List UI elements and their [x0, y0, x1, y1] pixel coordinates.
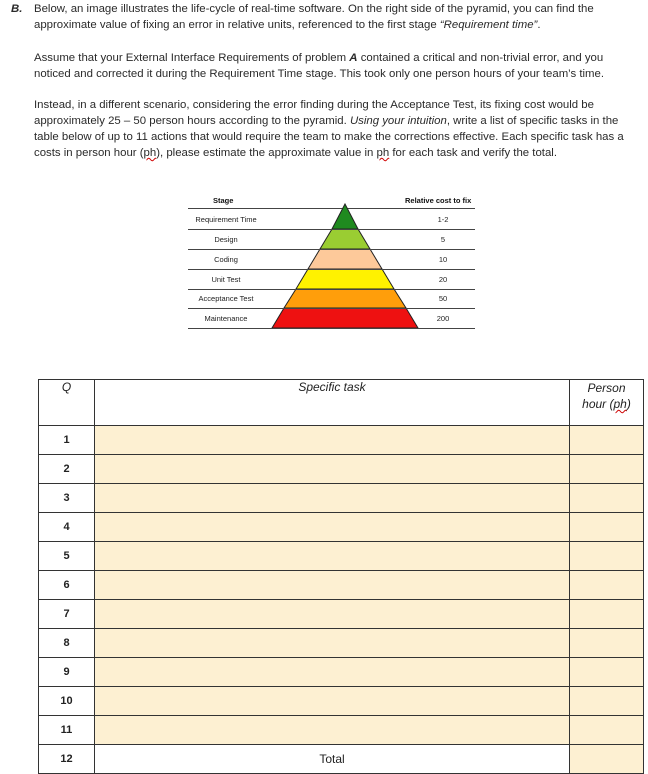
- row-number: 11: [39, 716, 95, 745]
- pyramid-tier-maintenance: [272, 308, 418, 328]
- total-label: Total: [95, 745, 570, 774]
- person-hour-input-cell[interactable]: [570, 687, 644, 716]
- row-number: 2: [39, 455, 95, 484]
- table-row: [39, 716, 644, 745]
- table-row: [39, 658, 644, 687]
- person-hour-input-cell[interactable]: [570, 542, 644, 571]
- total-row: [39, 745, 644, 774]
- person-hour-input-cell[interactable]: [570, 426, 644, 455]
- person-hour-input-cell[interactable]: [570, 600, 644, 629]
- row-number: 8: [39, 629, 95, 658]
- row-rule: [188, 229, 475, 230]
- cost-value: 1-2: [437, 215, 449, 224]
- row-number: 4: [39, 513, 95, 542]
- person-hour-line2a: hour (: [582, 397, 614, 411]
- task-input-cell[interactable]: [95, 542, 570, 571]
- task-column-header: Specific task: [95, 380, 570, 426]
- person-hour-input-cell[interactable]: [570, 716, 644, 745]
- person-hour-abbr: ph: [613, 397, 627, 411]
- table-row: [39, 571, 644, 600]
- person-hour-input-cell[interactable]: [570, 484, 644, 513]
- ph-abbreviation: ph: [376, 147, 390, 159]
- row-rule: [188, 328, 475, 329]
- row-number: 10: [39, 687, 95, 716]
- table-row: [39, 426, 644, 455]
- assumption-text-end: contained a critical and non-trivial error, and you noticed and corrected it during the Requirement Time stage. This took only one person hours of your team’s time.: [34, 52, 605, 80]
- person-hour-line1: Person: [587, 381, 626, 395]
- table-header-row: [39, 380, 644, 426]
- table-row: [39, 484, 644, 513]
- task-input-cell[interactable]: [95, 455, 570, 484]
- person-hour-input-cell[interactable]: [570, 455, 644, 484]
- intro-quote: “Requirement time”: [439, 19, 538, 31]
- task-input-cell[interactable]: [95, 629, 570, 658]
- stage-label: Design: [214, 235, 238, 244]
- section-label: B.: [11, 3, 23, 15]
- task-table: [38, 379, 644, 774]
- person-hour-input-cell[interactable]: [570, 658, 644, 687]
- stage-label: Coding: [214, 255, 238, 264]
- row-number: 3: [39, 484, 95, 513]
- row-number: 12: [39, 745, 95, 774]
- row-rule: [188, 289, 475, 290]
- cost-value: 200: [436, 314, 450, 323]
- pyramid-tier-coding: [308, 249, 382, 269]
- table-row: [39, 629, 644, 658]
- total-person-hour-cell[interactable]: [570, 745, 644, 774]
- task-input-cell[interactable]: [95, 687, 570, 716]
- person-hour-line2b: ): [626, 397, 631, 411]
- row-rule: [188, 249, 475, 250]
- person-hour-input-cell[interactable]: [570, 629, 644, 658]
- row-number: 9: [39, 658, 95, 687]
- table-row: [39, 455, 644, 484]
- task-input-cell[interactable]: [95, 600, 570, 629]
- scenario-text-1: Instead, in a different scenario, considering the error finding during the Acceptance Test, its fixing cost would be approximately 25 – 50 person hours according to the pyramid.: [34, 99, 594, 127]
- scenario-text-4: for each task and verify the total.: [389, 147, 558, 159]
- row-number: 1: [39, 426, 95, 455]
- row-number: 5: [39, 542, 95, 571]
- table-row: [39, 542, 644, 571]
- task-input-cell[interactable]: [95, 484, 570, 513]
- stage-label: Maintenance: [204, 314, 248, 323]
- cost-value: 5: [440, 235, 446, 244]
- task-input-cell[interactable]: [95, 426, 570, 455]
- task-input-cell[interactable]: [95, 658, 570, 687]
- person-hour-input-cell[interactable]: [570, 571, 644, 600]
- row-number: 7: [39, 600, 95, 629]
- task-input-cell[interactable]: [95, 571, 570, 600]
- table-row: [39, 687, 644, 716]
- table-row: [39, 600, 644, 629]
- pyramid-tier-design: [320, 229, 370, 249]
- row-rule: [188, 269, 475, 270]
- q-column-header: Q: [39, 380, 95, 426]
- intro-text: Below, an image illustrates the life-cycle of real-time software. On the right side of the pyramid, you can find the approximate value of fixing an error in relative units, referenced to the first stage: [34, 3, 594, 31]
- person-hour-column-header: [570, 380, 644, 426]
- cost-header: Relative cost to fix: [405, 196, 472, 205]
- task-input-cell[interactable]: [95, 716, 570, 745]
- stage-label: Requirement Time: [195, 215, 257, 224]
- cost-value: 20: [438, 275, 448, 284]
- assumption-paragraph: [34, 50, 640, 82]
- pyramid-tier-acceptance: [284, 289, 406, 308]
- scenario-text-2: , write a list of specific tasks in the table below of up to 11 actions that would require the team to make the corrections effective. Each specific task has a costs in person hour (: [34, 115, 624, 159]
- pyramid-tier-unit-test: [296, 269, 394, 289]
- row-number: 6: [39, 571, 95, 600]
- ph-abbreviation: ph: [143, 147, 157, 159]
- scenario-emphasis: Using your intuition: [349, 115, 447, 127]
- cost-value: 50: [438, 294, 448, 303]
- person-hour-input-cell[interactable]: [570, 513, 644, 542]
- intro-paragraph: [11, 1, 640, 33]
- scenario-text-3: ), please estimate the approximate value in: [156, 147, 377, 159]
- cost-value: 10: [438, 255, 448, 264]
- scenario-paragraph: [34, 97, 640, 161]
- problem-letter: A: [349, 52, 358, 64]
- row-rule: [188, 308, 475, 309]
- assumption-text: Assume that your External Interface Requirements of problem: [34, 52, 350, 64]
- table-row: [39, 513, 644, 542]
- stage-label: Acceptance Test: [198, 294, 254, 303]
- intro-text-end: .: [537, 19, 541, 31]
- stage-label: Unit Test: [211, 275, 241, 284]
- header-rule: [188, 208, 475, 209]
- task-input-cell[interactable]: [95, 513, 570, 542]
- stage-header: Stage: [213, 196, 234, 205]
